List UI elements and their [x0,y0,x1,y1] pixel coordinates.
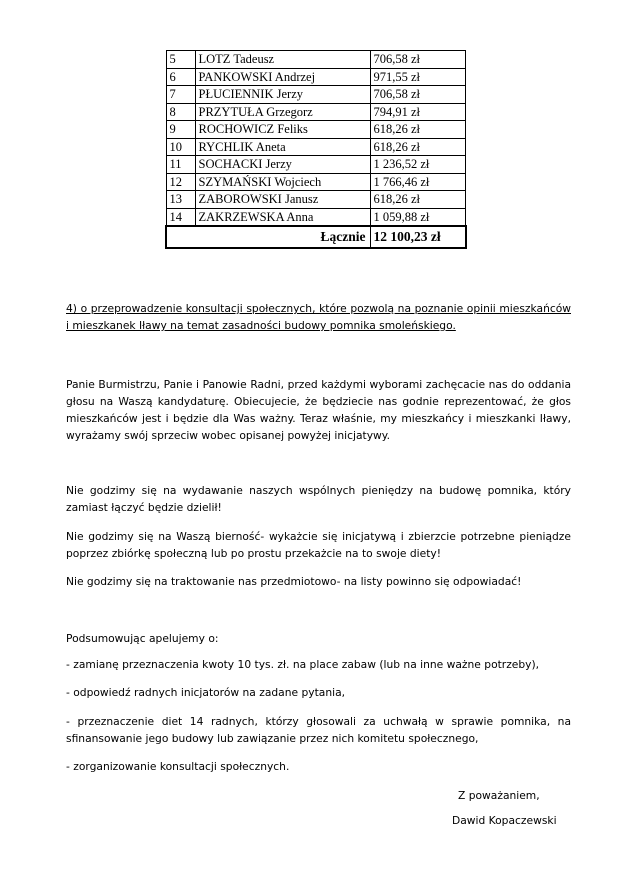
summary-item: - zamianę przeznaczenia kwoty 10 tys. zł. na place zabaw (lub na inne ważne potrzeby), [66,658,540,671]
payments-table-container [165,50,467,249]
total-value: 12 100,23 zł [370,226,466,248]
paragraph-objection-2: Nie godzimy się na Waszą bierność- wykażcie się inicjatywą i zbierzcie potrzebne pieniądze poprzez zbiórkę społeczną lub po prostu przekażcie na to swoje diety! [66,530,571,560]
signature: Dawid Kopaczewski [452,814,557,827]
total-row [166,226,466,248]
paragraph-objection-3: Nie godzimy się na traktowanie nas przedmiotowo- na listy powinno się odpowiadać! [66,575,522,588]
row-amount: 706,58 zł [370,51,466,69]
intro-paragraph: Panie Burmistrzu, Panie i Panowie Radni, przed każdymi wyborami zachęcacie nas do oddania głosu na Waszą kandydaturę. Obiecujecie, że będziecie nas godnie reprezentować, że głos mieszkańców jest i będzie dla Was ważny. Teraz właśnie, my mieszkańcy i mieszkanki Iławy, wyrażamy swój sprzeciw wobec opisanej powyżej inicjatywy. [66,378,571,442]
row-amount: 618,26 zł [370,191,466,209]
row-amount: 1 766,46 zł [370,173,466,191]
row-amount: 794,91 zł [370,103,466,121]
summary-heading: Podsumowując apelujemy o: [66,632,219,645]
councillor-name: ROCHOWICZ Feliks [195,121,370,139]
councillor-name: PANKOWSKI Andrzej [195,68,370,86]
row-number: 5 [166,51,195,69]
total-label: Łącznie [166,226,370,248]
row-amount: 1 236,52 zł [370,156,466,174]
payments-table-body [166,51,466,227]
row-amount: 618,26 zł [370,138,466,156]
table-row [166,191,466,209]
table-row [166,138,466,156]
row-number: 14 [166,208,195,226]
table-row [166,68,466,86]
table-row [166,208,466,226]
row-amount: 1 059,88 zł [370,208,466,226]
row-number: 11 [166,156,195,174]
row-number: 10 [166,138,195,156]
table-row [166,121,466,139]
payments-table [165,50,467,249]
table-row [166,173,466,191]
councillor-name: LOTZ Tadeusz [195,51,370,69]
summary-item: - odpowiedź radnych inicjatorów na zadane pytania, [66,686,346,699]
councillor-name: ZABOROWSKI Janusz [195,191,370,209]
row-number: 12 [166,173,195,191]
row-amount: 706,58 zł [370,86,466,104]
councillor-name: PŁUCIENNIK Jerzy [195,86,370,104]
councillor-name: ZAKRZEWSKA Anna [195,208,370,226]
table-row [166,86,466,104]
councillor-name: PRZYTUŁA Grzegorz [195,103,370,121]
councillor-name: SZYMAŃSKI Wojciech [195,173,370,191]
row-amount: 971,55 zł [370,68,466,86]
table-row [166,103,466,121]
row-number: 8 [166,103,195,121]
row-amount: 618,26 zł [370,121,466,139]
table-row [166,156,466,174]
row-number: 7 [166,86,195,104]
section-4-request: 4) o przeprowadzenie konsultacji społecznych, które pozwolą na poznanie opinii mieszkańców i mieszkanek Iławy na temat zasadności budowy pomnika smoleńskiego. [66,302,571,332]
summary-item: - zorganizowanie konsultacji społecznych. [66,760,290,773]
table-row [166,51,466,69]
row-number: 9 [166,121,195,139]
closing-phrase: Z poważaniem, [458,789,540,802]
paragraph-objection-1: Nie godzimy się na wydawanie naszych wspólnych pieniędzy na budowę pomnika, który zamiast łączyć będzie dzielił! [66,484,571,514]
row-number: 6 [166,68,195,86]
councillor-name: RYCHLIK Aneta [195,138,370,156]
summary-item: - przeznaczenie diet 14 radnych, którzy głosowali za uchwałą w sprawie pomnika, na sfinansowanie jego budowy lub zawiązanie przez nich komitetu społecznego, [66,715,571,745]
councillor-name: SOCHACKI Jerzy [195,156,370,174]
row-number: 13 [166,191,195,209]
